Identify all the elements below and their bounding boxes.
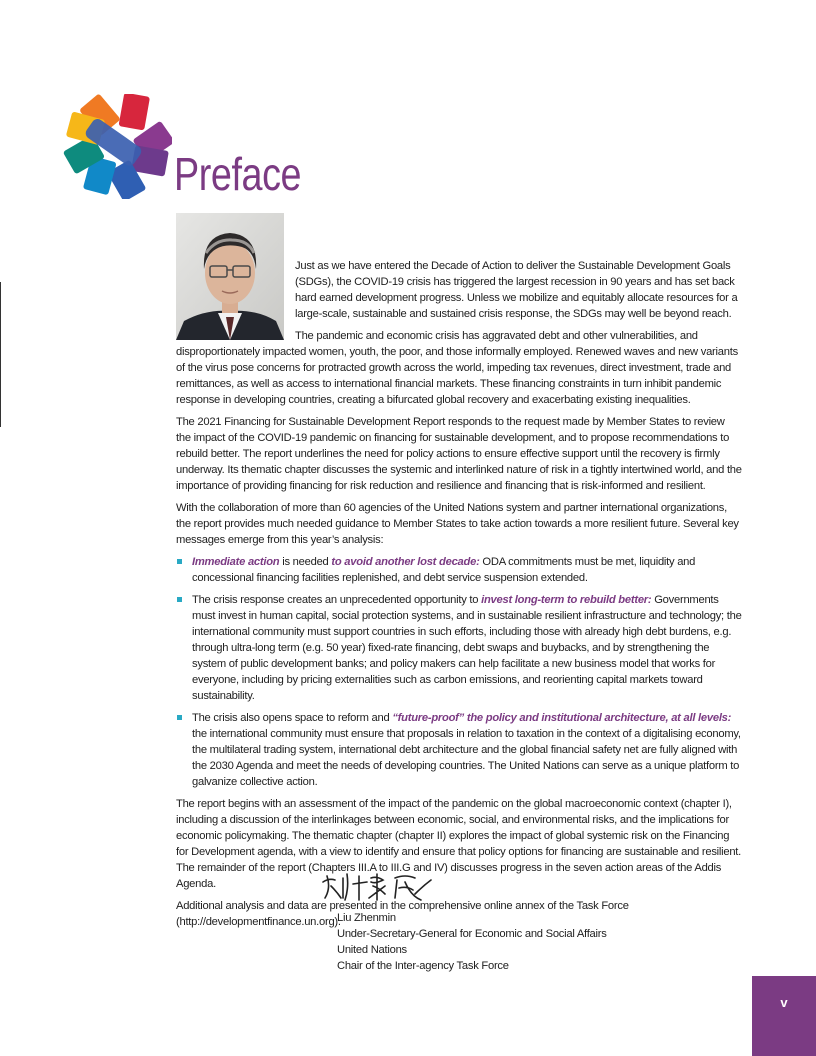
signatory-name: Liu Zhenmin	[337, 912, 396, 924]
paragraph: Additional analysis and data are presented in the comprehensive online annex of the Task Force (http://developmentfinance.un.org).	[176, 900, 629, 928]
signature-block	[337, 868, 607, 974]
paragraph: Just as we have entered the Decade of Action to deliver the Sustainable Development Goals (SDGs), the COVID-19 crisis has triggered the largest recession in 90 years and has set back hard earned development progress. Unless we mobilize and equitably allocate resources for a large-scale, sustainable and sustained crisis response, the SDGs may well be beyond reach.	[295, 260, 738, 320]
list-item: Immediate action is needed to avoid another lost decade: ODA commitments must be met, liquidity and concessional financing facilities replenished, and debt service suspension extended.	[176, 554, 742, 586]
paragraph: The pandemic and economic crisis has aggravated debt and other vulnerabilities, and disproportionately impacted women, youth, the poor, and those informally employed. Renewed waves and new variants of the virus pose concerns for protracted growth across the world, impeding tax revenues, direct investment, trade and remittances, as well as access to international financial markets. These financing constraints in turn inhibit pandemic response in developing countries, creating a bifurcated global recovery and exacerbating existing inequalities.	[176, 330, 738, 406]
paragraph: The report begins with an assessment of the impact of the pandemic on the global macroeconomic context (chapter I), including a discussion of the interlinkages between economic, social, and environmental risks, and the implications for economic policymaking. The thematic chapter (chapter II) explores the impact of global systemic risk on the Financing for Development agenda, with a view to identify and ensure that policy options for financing are sustainable and resilient. The remainder of the report (Chapters III.A to III.G and IV) discusses progress in the seven action areas of the Addis Agenda.	[176, 798, 742, 890]
page-number: v	[752, 976, 816, 1056]
signatory-role: Chair of the Inter-agency Task Force	[337, 960, 509, 972]
page-title: Preface	[174, 148, 302, 200]
handwritten-signature	[319, 868, 439, 904]
fsdr-logo-icon	[62, 94, 172, 199]
margin-rule	[0, 282, 1, 427]
paragraph: With the collaboration of more than 60 agencies of the United Nations system and partner international organizations, the report provides much needed guidance to Member States to take action towards a more resilient future. Several key messages emerge from this year’s analysis:	[176, 502, 739, 546]
paragraph: The 2021 Financing for Sustainable Development Report responds to the request made by Member States to review the impact of the COVID-19 pandemic on financing for sustainable development, and to propose recommendations to rebuild better. The report underlines the need for policy actions to ensure effective support until the recovery is firmly underway. Its thematic chapter discusses the systemic and interlinked nature of risk in a tightly intertwined world, and the importance of providing financing for risk reduction and resilience and financing that is risk-informed and resilient.	[176, 416, 742, 492]
key-messages-list	[176, 554, 742, 790]
signatory-organization: United Nations	[337, 944, 407, 956]
list-item: The crisis also opens space to reform and “future-proof” the policy and institutional architecture, at all levels: the international community must ensure that proposals in relation to taxation in the context of a digitalising economy, the multilateral trading system, international debt architecture and the global financial safety net are fully aligned with the 2030 Agenda and meet the needs of developing countries. The United Nations can serve as a unique platform to galvanize collective action.	[176, 710, 742, 790]
signatory-title: Under-Secretary-General for Economic and Social Affairs	[337, 928, 607, 940]
list-item: The crisis response creates an unprecedented opportunity to invest long-term to rebuild better: Governments must invest in human capital, social protection systems, and in sustainable resilient infrastructure and technology; the international community must support countries in such efforts, including those with already high debt burdens, e.g. through ultra-long term (e.g. 50 year) fixed-rate financing, debt swaps and buybacks, and by strengthening the system of public development banks; and policy makers can help facilitate a new business model that works for everyone, including by pricing externalities such as carbon emissions, and reorienting capital markets toward sustainability.	[176, 592, 742, 704]
preface-body	[176, 258, 742, 936]
